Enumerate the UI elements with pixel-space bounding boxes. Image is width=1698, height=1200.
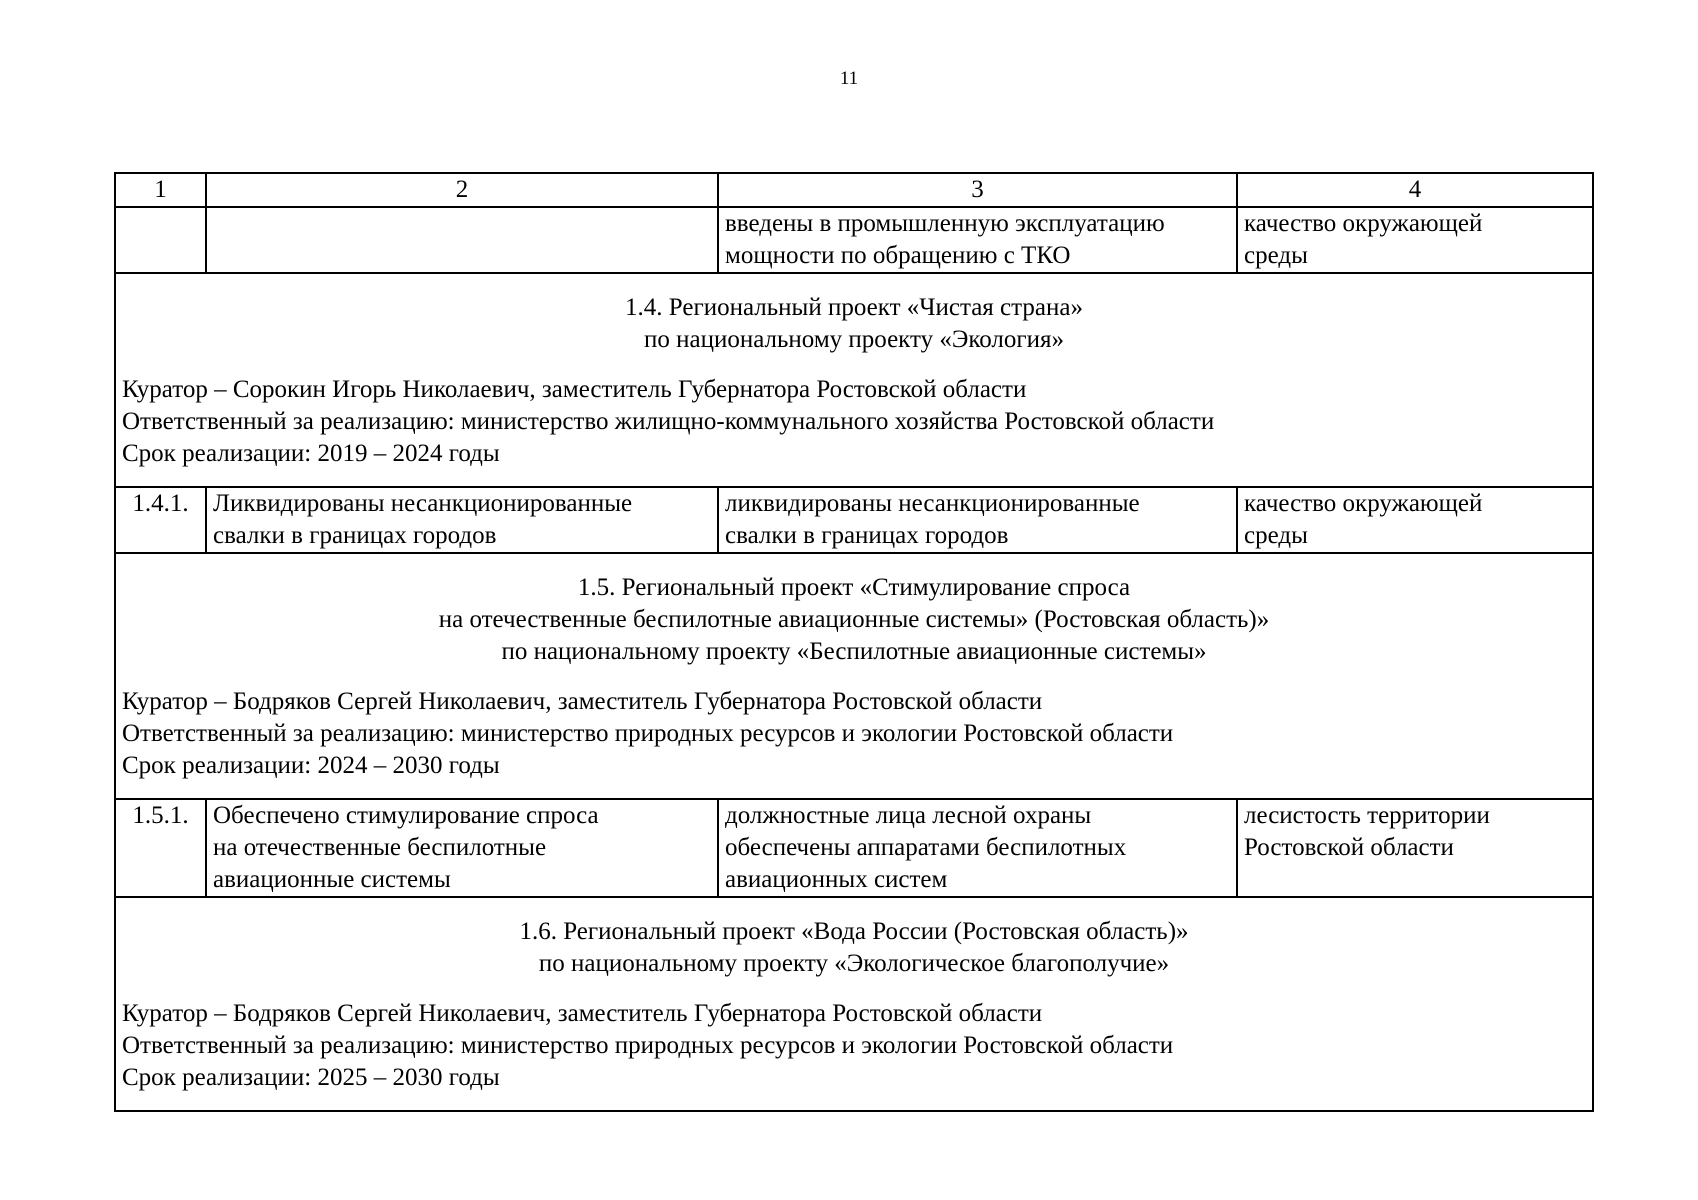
row-number: 1.5.1.	[115, 799, 206, 897]
cell-line: должностные лица лесной охраны	[725, 802, 1092, 829]
section-responsible: Ответственный за реализацию: министерство жилищно-коммунального хозяйства Ростовской области	[122, 408, 1215, 435]
section-1-4	[115, 273, 1593, 487]
section-title-line: по национальному проекту «Беспилотные авиационные системы»	[501, 638, 1207, 665]
section-responsible: Ответственный за реализацию: министерство природных ресурсов и экологии Ростовской области	[122, 720, 1174, 747]
table-row	[115, 207, 1593, 273]
section-term: Срок реализации: 2025 – 2030 годы	[122, 1064, 500, 1091]
cell-line: свалки в границах городов	[213, 522, 497, 549]
row-col2	[206, 799, 718, 897]
section-title-line: по национальному проекту «Экологическое благополучие»	[538, 950, 1170, 977]
row-col4	[1237, 207, 1593, 273]
section-1-5	[115, 553, 1593, 799]
table-row	[115, 487, 1593, 553]
section-title-line: по национальному проекту «Экология»	[643, 326, 1064, 353]
row-number: 1.4.1.	[115, 487, 206, 553]
column-number-3: 3	[718, 173, 1237, 207]
cell-line: ликвидированы несанкционированные	[725, 490, 1140, 517]
section-title-line: на отечественные беспилотные авиационные системы» (Ростовская область)»	[438, 606, 1270, 633]
section-term: Срок реализации: 2024 – 2030 годы	[122, 752, 500, 779]
row-col4	[1237, 487, 1593, 553]
section-curator: Куратор – Сорокин Игорь Николаевич, заместитель Губернатора Ростовской области	[122, 376, 1027, 403]
cell-line: среды	[1244, 522, 1308, 549]
column-number-1: 1	[115, 173, 206, 207]
section-meta	[122, 374, 1586, 470]
projects-table	[114, 172, 1594, 1112]
cell-line: среды	[1244, 242, 1308, 269]
section-meta	[122, 686, 1586, 782]
row-number	[115, 207, 206, 273]
section-row	[115, 273, 1593, 487]
cell-line: качество окружающей	[1244, 490, 1483, 517]
cell-line: Ликвидированы несанкционированные	[213, 490, 633, 517]
cell-line: авиационных систем	[725, 866, 948, 893]
section-title	[122, 572, 1586, 668]
row-col3	[718, 799, 1237, 897]
section-title-line: 1.6. Региональный проект «Вода России (Ростовская область)»	[519, 918, 1189, 945]
section-title-line: 1.4. Региональный проект «Чистая страна»	[625, 294, 1083, 321]
section-1-6	[115, 897, 1593, 1111]
cell-line: качество окружающей	[1244, 210, 1483, 237]
column-number-4: 4	[1237, 173, 1593, 207]
column-number-2: 2	[206, 173, 718, 207]
page-number: 11	[839, 68, 859, 89]
cell-line: введены в промышленную эксплуатацию	[725, 210, 1165, 237]
section-curator: Куратор – Бодряков Сергей Николаевич, заместитель Губернатора Ростовской области	[122, 688, 1043, 715]
cell-line: лесистость территории	[1244, 802, 1490, 829]
cell-line: Ростовской области	[1244, 834, 1454, 861]
section-row	[115, 553, 1593, 799]
cell-line: обеспечены аппаратами беспилотных	[725, 834, 1127, 861]
section-title	[122, 292, 1586, 356]
section-title	[122, 916, 1586, 980]
section-meta	[122, 998, 1586, 1094]
cell-line: на отечественные беспилотные	[213, 834, 547, 861]
section-title-line: 1.5. Региональный проект «Стимулирование спроса	[577, 574, 1131, 601]
section-row	[115, 897, 1593, 1111]
row-col4	[1237, 799, 1593, 897]
cell-line: мощности по обращению с ТКО	[725, 242, 1071, 269]
row-col3	[718, 487, 1237, 553]
row-col2	[206, 487, 718, 553]
table-header-row	[115, 173, 1593, 207]
table-row	[115, 799, 1593, 897]
section-responsible: Ответственный за реализацию: министерство природных ресурсов и экологии Ростовской области	[122, 1032, 1174, 1059]
row-col3	[718, 207, 1237, 273]
cell-line: Обеспечено стимулирование спроса	[213, 802, 599, 829]
cell-line: свалки в границах городов	[725, 522, 1009, 549]
section-curator: Куратор – Бодряков Сергей Николаевич, заместитель Губернатора Ростовской области	[122, 1000, 1043, 1027]
cell-line: авиационные системы	[213, 866, 451, 893]
row-col2	[206, 207, 718, 273]
section-term: Срок реализации: 2019 – 2024 годы	[122, 440, 500, 467]
